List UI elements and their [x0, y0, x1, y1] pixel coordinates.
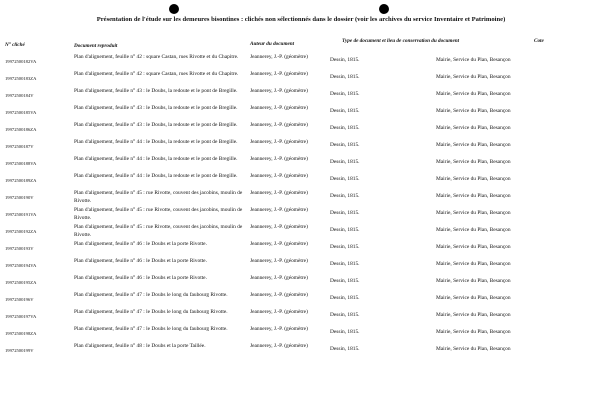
cell-cliche-number: 19972500183ZA [5, 76, 37, 81]
cell-conservation: Mairie, Service du Plan, Besançon [436, 261, 511, 267]
cell-document: Plan d'alignement, feuille n° 42 : square Castan, rues Rivotte et du Chapitre. [74, 54, 239, 60]
table-row [0, 71, 595, 88]
cell-conservation: Mairie, Service du Plan, Besançon [436, 312, 511, 318]
cell-document: Plan d'alignement, feuille n° 47 : le Doubs le long du faubourg Rivotte. [74, 326, 228, 332]
table-row [0, 190, 595, 207]
header-document: Document reproduit [74, 43, 118, 49]
cell-conservation: Mairie, Service du Plan, Besançon [436, 108, 511, 114]
table-row [0, 326, 595, 343]
header-type: Type de document et lieu de conservation du document [342, 38, 460, 44]
header-cliche: N° cliché [5, 42, 25, 48]
table-row [0, 275, 595, 292]
cell-document: Plan d'alignement, feuille n° 48 : le Doubs et la porte Taillée. [74, 343, 206, 349]
cell-auteur: Jeannerey, J.-P. (géomètre) [250, 275, 308, 281]
cell-cliche-number: 19972500197VA [5, 314, 37, 319]
cell-cliche-number: 19972500192ZA [5, 229, 37, 234]
cell-cliche-number: 19972500185VA [5, 110, 37, 115]
cell-auteur: Jeannerey, J.-P. (géomètre) [250, 190, 308, 196]
cell-document: Plan d'alignement, feuille n° 45 : rue Rivotte, couvent des jacobins, moulin de Rivotte. [74, 190, 243, 204]
punch-hole-right [379, 4, 389, 14]
cell-document: Plan d'alignement, feuille n° 44 : le Doubs, la redoute et le pont de Bregille. [74, 156, 238, 162]
table-row [0, 224, 595, 241]
table-row [0, 139, 595, 156]
table-row [0, 292, 595, 309]
cell-auteur: Jeannerey, J.-P. (géomètre) [250, 54, 308, 60]
cell-document: Plan d'alignement, feuille n° 47 : le Doubs le long du faubourg Rivotte. [74, 292, 228, 298]
cell-type: Dessin, 1815. [330, 346, 360, 352]
cell-type: Dessin, 1815. [330, 57, 360, 63]
cell-cliche-number: 19972500193V [5, 246, 34, 251]
header-auteur: Auteur du document [250, 41, 295, 47]
cell-document: Plan d'alignement, feuille n° 45 : rue Rivotte, couvent des jacobins, moulin de Rivotte. [74, 207, 243, 221]
cell-document: Plan d'alignement, feuille n° 46 : le Doubs et la porte Rivotte. [74, 275, 207, 281]
header-cote: Cote [534, 38, 544, 44]
cell-document: Plan d'alignement, feuille n° 45 : rue Rivotte, couvent des jacobins, moulin de Rivotte. [74, 224, 243, 238]
cell-conservation: Mairie, Service du Plan, Besançon [436, 193, 511, 199]
cell-cliche-number: 19972500190V [5, 195, 34, 200]
cell-conservation: Mairie, Service du Plan, Besançon [436, 329, 511, 335]
cell-document: Plan d'alignement, feuille n° 43 : le Doubs, la redoute et le pont de Bregille. [74, 105, 238, 111]
cell-auteur: Jeannerey, J.-P. (géomètre) [250, 241, 308, 247]
cell-type: Dessin, 1815. [330, 74, 360, 80]
cell-conservation: Mairie, Service du Plan, Besançon [436, 125, 511, 131]
cell-type: Dessin, 1815. [330, 312, 360, 318]
cell-auteur: Jeannerey, J.-P. (géomètre) [250, 326, 308, 332]
cell-document: Plan d'alignement, feuille n° 43 : le Doubs, la redoute et le pont de Bregille. [74, 122, 238, 128]
table-row [0, 207, 595, 224]
cell-cliche-number: 19972500187V [5, 144, 34, 149]
table-row [0, 241, 595, 258]
cell-type: Dessin, 1815. [330, 210, 360, 216]
cell-conservation: Mairie, Service du Plan, Besançon [436, 176, 511, 182]
cell-conservation: Mairie, Service du Plan, Besançon [436, 74, 511, 80]
cell-type: Dessin, 1815. [330, 227, 360, 233]
cell-document: Plan d'alignement, feuille n° 43 : le Doubs, la redoute et le pont de Bregille. [74, 88, 238, 94]
cell-auteur: Jeannerey, J.-P. (géomètre) [250, 88, 308, 94]
cell-conservation: Mairie, Service du Plan, Besançon [436, 159, 511, 165]
cell-document: Plan d'alignement, feuille n° 44 : le Doubs, la redoute et le pont de Bregille. [74, 139, 238, 145]
cell-type: Dessin, 1815. [330, 91, 360, 97]
cell-cliche-number: 19972500188VA [5, 161, 37, 166]
cell-auteur: Jeannerey, J.-P. (géomètre) [250, 122, 308, 128]
cell-conservation: Mairie, Service du Plan, Besançon [436, 244, 511, 250]
cell-conservation: Mairie, Service du Plan, Besançon [436, 91, 511, 97]
table-row [0, 173, 595, 190]
cell-auteur: Jeannerey, J.-P. (géomètre) [250, 224, 308, 230]
punch-hole-left [169, 4, 179, 14]
cell-type: Dessin, 1815. [330, 244, 360, 250]
page-title: Présentation de l'étude sur les demeures bisontines : clichés non sélectionnés dans le dossier (voir les archives du service Inventaire et Patrimoine) [96, 16, 506, 23]
cell-auteur: Jeannerey, J.-P. (géomètre) [250, 207, 308, 213]
cell-document: Plan d'alignement, feuille n° 46 : le Doubs et la porte Rivotte. [74, 258, 207, 264]
table-row [0, 54, 595, 71]
cell-auteur: Jeannerey, J.-P. (géomètre) [250, 292, 308, 298]
cell-conservation: Mairie, Service du Plan, Besançon [436, 142, 511, 148]
cell-type: Dessin, 1815. [330, 193, 360, 199]
cell-type: Dessin, 1815. [330, 278, 360, 284]
cell-cliche-number: 19972500191VA [5, 212, 37, 217]
cell-cliche-number: 19972500199V [5, 348, 34, 353]
cell-auteur: Jeannerey, J.-P. (géomètre) [250, 343, 308, 349]
cell-conservation: Mairie, Service du Plan, Besançon [436, 57, 511, 63]
cell-document: Plan d'alignement, feuille n° 42 : square Castan, rues Rivotte et du Chapitre. [74, 71, 239, 77]
cell-type: Dessin, 1815. [330, 176, 360, 182]
cell-auteur: Jeannerey, J.-P. (géomètre) [250, 71, 308, 77]
cell-cliche-number: 19972500194VA [5, 263, 37, 268]
cell-cliche-number: 19972500182VA [5, 59, 37, 64]
cell-cliche-number: 19972500184V [5, 93, 34, 98]
cell-conservation: Mairie, Service du Plan, Besançon [436, 346, 511, 352]
cell-auteur: Jeannerey, J.-P. (géomètre) [250, 156, 308, 162]
cell-auteur: Jeannerey, J.-P. (géomètre) [250, 258, 308, 264]
cell-type: Dessin, 1815. [330, 329, 360, 335]
cell-cliche-number: 19972500189ZA [5, 178, 37, 183]
table-row [0, 122, 595, 139]
table-row [0, 309, 595, 326]
table-body [0, 54, 595, 360]
cell-auteur: Jeannerey, J.-P. (géomètre) [250, 309, 308, 315]
cell-type: Dessin, 1815. [330, 261, 360, 267]
cell-type: Dessin, 1815. [330, 295, 360, 301]
cell-conservation: Mairie, Service du Plan, Besançon [436, 227, 511, 233]
cell-type: Dessin, 1815. [330, 142, 360, 148]
table-row [0, 156, 595, 173]
cell-cliche-number: 19972500186ZA [5, 127, 37, 132]
cell-document: Plan d'alignement, feuille n° 47 : le Doubs le long du faubourg Rivotte. [74, 309, 228, 315]
cell-document: Plan d'alignement, feuille n° 44 : le Doubs, la redoute et le pont de Bregille. [74, 173, 238, 179]
cell-conservation: Mairie, Service du Plan, Besançon [436, 278, 511, 284]
cell-cliche-number: 19972500196V [5, 297, 34, 302]
cell-cliche-number: 19972500195ZA [5, 280, 37, 285]
table-row [0, 258, 595, 275]
cell-auteur: Jeannerey, J.-P. (géomètre) [250, 173, 308, 179]
table-row [0, 105, 595, 122]
cell-cliche-number: 19972500198ZA [5, 331, 37, 336]
cell-type: Dessin, 1815. [330, 125, 360, 131]
cell-auteur: Jeannerey, J.-P. (géomètre) [250, 105, 308, 111]
table-row [0, 88, 595, 105]
cell-document: Plan d'alignement, feuille n° 46 : le Doubs et la porte Rivotte. [74, 241, 207, 247]
cell-conservation: Mairie, Service du Plan, Besançon [436, 295, 511, 301]
cell-conservation: Mairie, Service du Plan, Besançon [436, 210, 511, 216]
cell-type: Dessin, 1815. [330, 159, 360, 165]
cell-auteur: Jeannerey, J.-P. (géomètre) [250, 139, 308, 145]
table-row [0, 343, 595, 360]
cell-type: Dessin, 1815. [330, 108, 360, 114]
